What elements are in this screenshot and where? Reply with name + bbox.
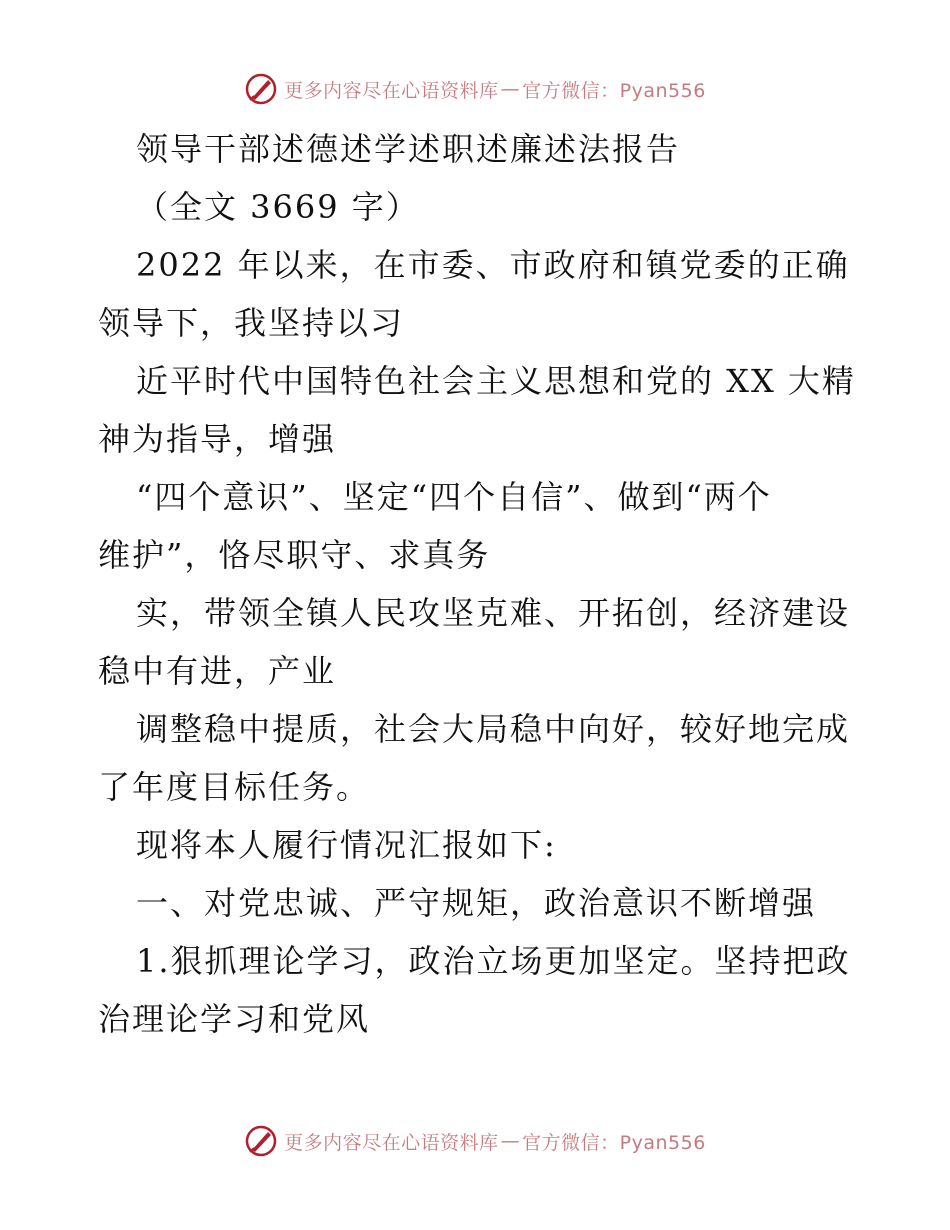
paragraph-line: 调整稳中提质，社会大局稳中向好，较好地完成 [136,710,851,748]
paragraph-line: 了年度目标任务。 [98,768,371,806]
header-watermark [0,72,950,106]
paragraph-line: 1.狠抓理论学习，政治立场更加坚定。坚持把政 [136,942,851,980]
paragraph-line: 现将本人履行情况汇报如下: [136,826,557,864]
word-count: （全文 3669 字） [136,188,420,226]
paragraph-line: “四个意识”、坚定“四个自信”、做到“两个 [136,478,772,516]
paragraph-line: 近平时代中国特色社会主义思想和党的 XX 大精 [136,362,856,400]
paragraph-line: 稳中有进，产业 [98,652,337,690]
watermark-account: 官方微信：Pyan556 [522,79,706,102]
paragraph-line: 实，带领全镇人民攻坚克难、开拓创，经济建设 [136,594,851,632]
watermark-dash: — [500,1130,521,1152]
footer-watermark [0,1124,950,1158]
watermark-dash: — [500,78,521,100]
paragraph-line: 维护”，恪尽职守、求真务 [98,536,491,574]
watermark-account: 官方微信：Pyan556 [522,1131,706,1154]
watermark-text: 更多内容尽在心语资料库 [284,1131,499,1154]
document-title: 领导干部述德述学述职述廉述法报告 [136,130,681,168]
document-body [98,120,858,1048]
paragraph-line: 神为指导，增强 [98,420,337,458]
watermark-text: 更多内容尽在心语资料库 [284,79,499,102]
quill-logo-icon [244,1124,278,1158]
paragraph-line: 治理论学习和党风 [98,1000,371,1038]
paragraph-line: 2022 年以来，在市委、市政府和镇党委的正确 [136,246,850,284]
quill-logo-icon [244,72,278,106]
section-heading: 一、对党忠诚、严守规矩，政治意识不断增强 [136,884,817,922]
paragraph-line: 领导下，我坚持以习 [98,304,405,342]
